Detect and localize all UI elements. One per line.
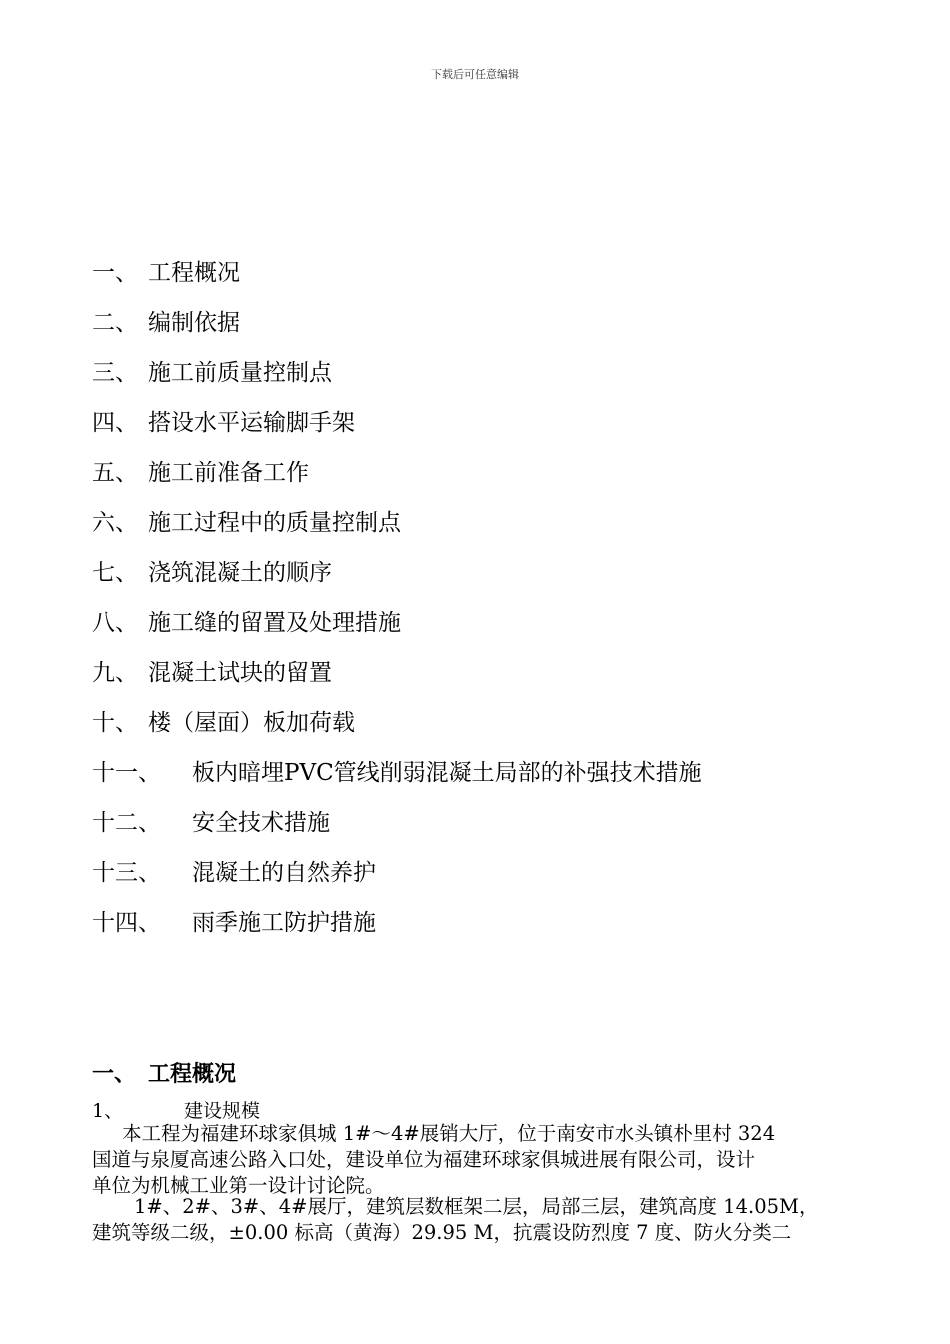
page-header-note: 下载后可任意编辑 <box>431 68 519 81</box>
toc-item-number: 二、 <box>92 310 138 336</box>
toc-item <box>92 755 892 805</box>
paragraph-project-location <box>92 1121 862 1199</box>
toc-item-title: 板内暗埋PVC管线削弱混凝土局部的补强技术措施 <box>192 760 702 786</box>
toc-item-title: 浇筑混凝土的顺序 <box>148 560 332 586</box>
toc-item-title: 混凝土的自然养护 <box>192 860 376 886</box>
toc-item <box>92 905 892 955</box>
toc-item-title: 工程概况 <box>148 260 240 286</box>
toc-item <box>92 505 892 555</box>
toc-item-number: 十二、 <box>92 810 161 836</box>
section-heading-title: 工程概况 <box>148 1062 237 1087</box>
toc-item-number: 一、 <box>92 260 138 286</box>
toc-item-title: 混凝土试块的留置 <box>148 660 332 686</box>
toc-item-title: 编制依据 <box>148 310 240 336</box>
toc-item <box>92 605 892 655</box>
paragraph-line: 单位为机械工业第一设计讨论院。 <box>92 1174 385 1197</box>
section-heading <box>92 1057 236 1088</box>
subsection-heading <box>92 1096 260 1123</box>
table-of-contents <box>92 255 892 955</box>
toc-item-title: 安全技术措施 <box>192 810 330 836</box>
toc-item <box>92 705 892 755</box>
toc-item <box>92 305 892 355</box>
toc-item <box>92 855 892 905</box>
toc-item-title: 施工过程中的质量控制点 <box>148 510 401 536</box>
toc-item-number: 五、 <box>92 460 138 486</box>
toc-item-number: 十一、 <box>92 760 161 786</box>
toc-item <box>92 655 892 705</box>
toc-item-title: 楼（屋面）板加荷载 <box>148 710 355 736</box>
toc-item-title: 施工前准备工作 <box>148 460 309 486</box>
toc-item <box>92 455 892 505</box>
paragraph-line: 本工程为福建环球家俱城 1#～4#展销大厅，位于南安市水头镇朴里村 324 <box>122 1122 776 1145</box>
toc-item-number: 六、 <box>92 510 138 536</box>
toc-item <box>92 405 892 455</box>
toc-item-number: 十、 <box>92 710 138 736</box>
paragraph-line: 国道与泉厦高速公路入口处，建设单位为福建环球家俱城进展有限公司，设计 <box>92 1148 756 1171</box>
toc-item-title: 搭设水平运输脚手架 <box>148 410 355 436</box>
toc-item-number: 七、 <box>92 560 138 586</box>
toc-item-title: 雨季施工防护措施 <box>192 910 376 936</box>
toc-item-number: 十四、 <box>92 910 161 936</box>
toc-item-number: 十三、 <box>92 860 161 886</box>
toc-item-number: 九、 <box>92 660 138 686</box>
toc-item-title: 施工缝的留置及处理措施 <box>148 610 401 636</box>
toc-item <box>92 805 892 855</box>
subsection-heading-title: 建设规模 <box>184 1100 261 1122</box>
paragraph-line: 建筑等级二级，±0.00 标高（黄海）29.95 M，抗震设防烈度 7 度、防火分类二 <box>92 1221 792 1244</box>
paragraph-building-specs <box>92 1194 862 1246</box>
toc-item <box>92 355 892 405</box>
toc-item-number: 八、 <box>92 610 138 636</box>
toc-item-number: 四、 <box>92 410 138 436</box>
section-heading-number: 一、 <box>92 1062 137 1087</box>
paragraph-line: 1#、2#、3#、4#展厅，建筑层数框架二层，局部三层，建筑高度 14.05M， <box>134 1195 819 1218</box>
toc-item <box>92 555 892 605</box>
toc-item <box>92 255 892 305</box>
toc-item-number: 三、 <box>92 360 138 386</box>
subsection-heading-number: 1、 <box>92 1100 124 1122</box>
toc-item-title: 施工前质量控制点 <box>148 360 332 386</box>
